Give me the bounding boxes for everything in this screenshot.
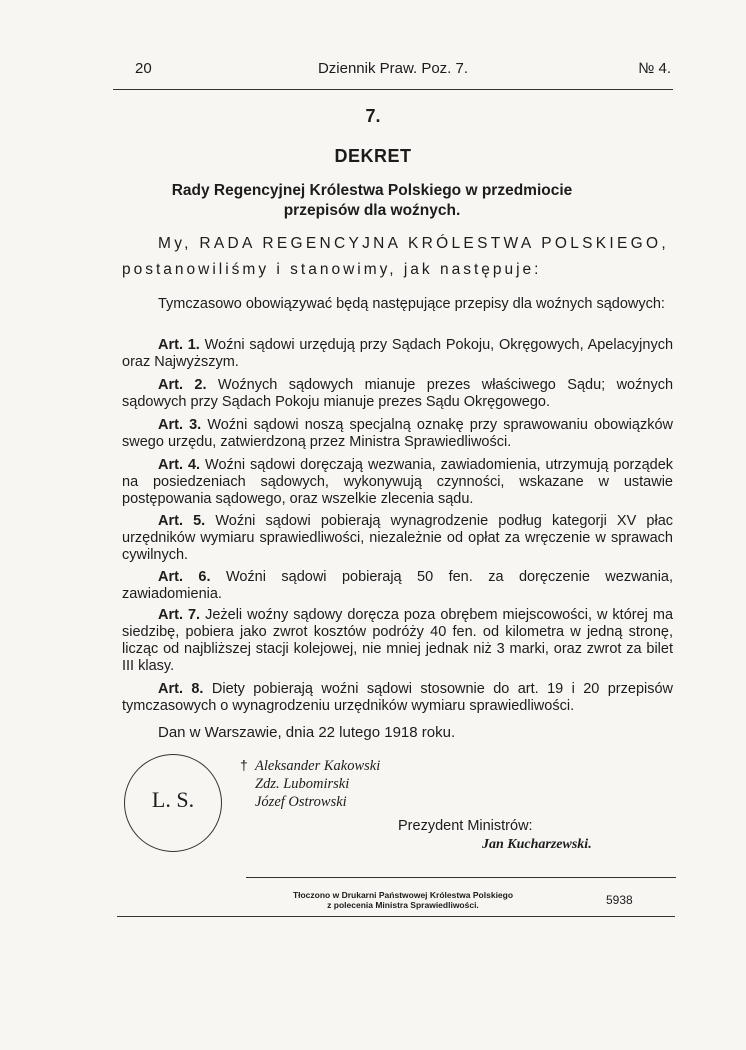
decree-heading: DEKRET bbox=[334, 146, 412, 166]
seal-text: L. S. bbox=[151, 787, 195, 812]
article-label: Art. 8. bbox=[158, 681, 204, 697]
page-header bbox=[113, 60, 673, 84]
decree-number: 7. bbox=[365, 106, 381, 126]
article-label: Art. 6. bbox=[158, 569, 211, 585]
article-text: Woźni sądowi doręczają wezwania, zawiadomienia, utrzymują porządek na posiedzeniach sądowych, wykonywują czynności, wskazane w ustawie postępowania sądowego, oraz wszelkie zlecenia sądu. bbox=[122, 457, 674, 507]
article-text: Woźnych sądowych mianuje prezes właściwego Sądu; woźnych sądowych przy Sądach Pokoju mianuje prezes Sądu Okręgowego. bbox=[122, 377, 674, 410]
signer-name: Zdz. Lubomirski bbox=[255, 776, 350, 792]
article-label: Art. 7. bbox=[158, 607, 201, 623]
article-text: Woźni sądowi pobierają 50 fen. za doręczenie wezwania, zawiadomienia. bbox=[122, 569, 674, 602]
dated-line: Dan w Warszawie, dnia 22 lutego 1918 roku. bbox=[158, 724, 456, 741]
preamble bbox=[122, 296, 673, 313]
article-6 bbox=[122, 569, 673, 603]
article-label: Art. 5. bbox=[158, 513, 206, 529]
journal-title: Dziennik Praw. Poz. 7. bbox=[317, 60, 469, 77]
article-label: Art. 3. bbox=[158, 417, 202, 433]
subtitle-line-1: Rady Regencyjnej Królestwa Polskiego w przedmiocie bbox=[171, 182, 573, 199]
signer-name: Aleksander Kakowski bbox=[255, 758, 381, 774]
authority-line: My, RADA REGENCYJNA KRÓLESTWA POLSKIEGO, bbox=[158, 235, 669, 252]
seal-circle bbox=[124, 754, 222, 852]
footer-rule-top bbox=[246, 877, 676, 878]
printer-line-2: z polecenia Ministra Sprawiedliwości. bbox=[327, 900, 479, 910]
issue-number: № 4. bbox=[638, 60, 671, 77]
article-text: Jeżeli woźny sądowy doręcza poza obrębem miejscowości, w której ma siedzibę, pobiera jako zwrot kosztów podróży 40 fen. od kilometra w jedną stronę, licząc od najbliższej stacji kolejowej, nie mniej jednak niż 3 marki, oraz zwrot za bilet III klasy. bbox=[122, 607, 674, 674]
subtitle-line-2: przepisów dla woźnych. bbox=[283, 202, 461, 219]
print-code: 5938 bbox=[606, 893, 633, 907]
article-text: Woźni sądowi urzędują przy Sądach Pokoju, Okręgowych, Apelacyjnych oraz Najwyższym. bbox=[122, 337, 674, 370]
signer-name: Józef Ostrowski bbox=[255, 794, 347, 810]
article-7 bbox=[122, 607, 673, 675]
article-text: Woźni sądowi noszą specjalną oznakę przy sprawowaniu obowiązków swego urzędu, zatwierdzoną przez Ministra Sprawiedliwości. bbox=[122, 417, 673, 450]
preamble-text: Tymczasowo obowiązywać będą następujące przepisy dla woźnych sądowych: bbox=[158, 296, 665, 312]
printer-note bbox=[238, 890, 568, 910]
article-label: Art. 1. bbox=[158, 337, 200, 353]
article-text: Diety pobierają woźni sądowi stosownie do art. 19 i 20 przepisów tymczasowych o wynagrodzeniu urzędników wymiaru sprawiedliwości. bbox=[122, 681, 674, 714]
article-label: Art. 4. bbox=[158, 457, 201, 473]
signatories bbox=[255, 757, 380, 811]
page-number: 20 bbox=[135, 60, 152, 77]
cross-icon: † bbox=[240, 757, 248, 773]
resolution-line: postanowiliśmy i stanowimy, jak następuje: bbox=[122, 261, 542, 278]
printer-line-1: Tłoczono w Drukarni Państwowej Królestwa Polskiego bbox=[292, 890, 514, 900]
footer-rule-bottom bbox=[117, 916, 675, 917]
article-1 bbox=[122, 337, 673, 371]
article-4 bbox=[122, 457, 673, 508]
article-5 bbox=[122, 513, 673, 564]
prime-minister-name: Jan Kucharzewski. bbox=[482, 837, 592, 852]
article-label: Art. 2. bbox=[158, 377, 207, 393]
article-text: Woźni sądowi pobierają wynagrodzenie podług kategorji XV płac urzędników wymiaru sprawiedliwości, niezależnie od opłat za wręczenie w sprawach cywilnych. bbox=[122, 513, 674, 563]
article-8 bbox=[122, 681, 673, 715]
header-rule bbox=[113, 89, 673, 90]
prime-minister-title: Prezydent Ministrów: bbox=[398, 818, 533, 834]
decree-subtitle bbox=[150, 181, 594, 221]
article-3 bbox=[122, 417, 673, 451]
article-2 bbox=[122, 377, 673, 411]
